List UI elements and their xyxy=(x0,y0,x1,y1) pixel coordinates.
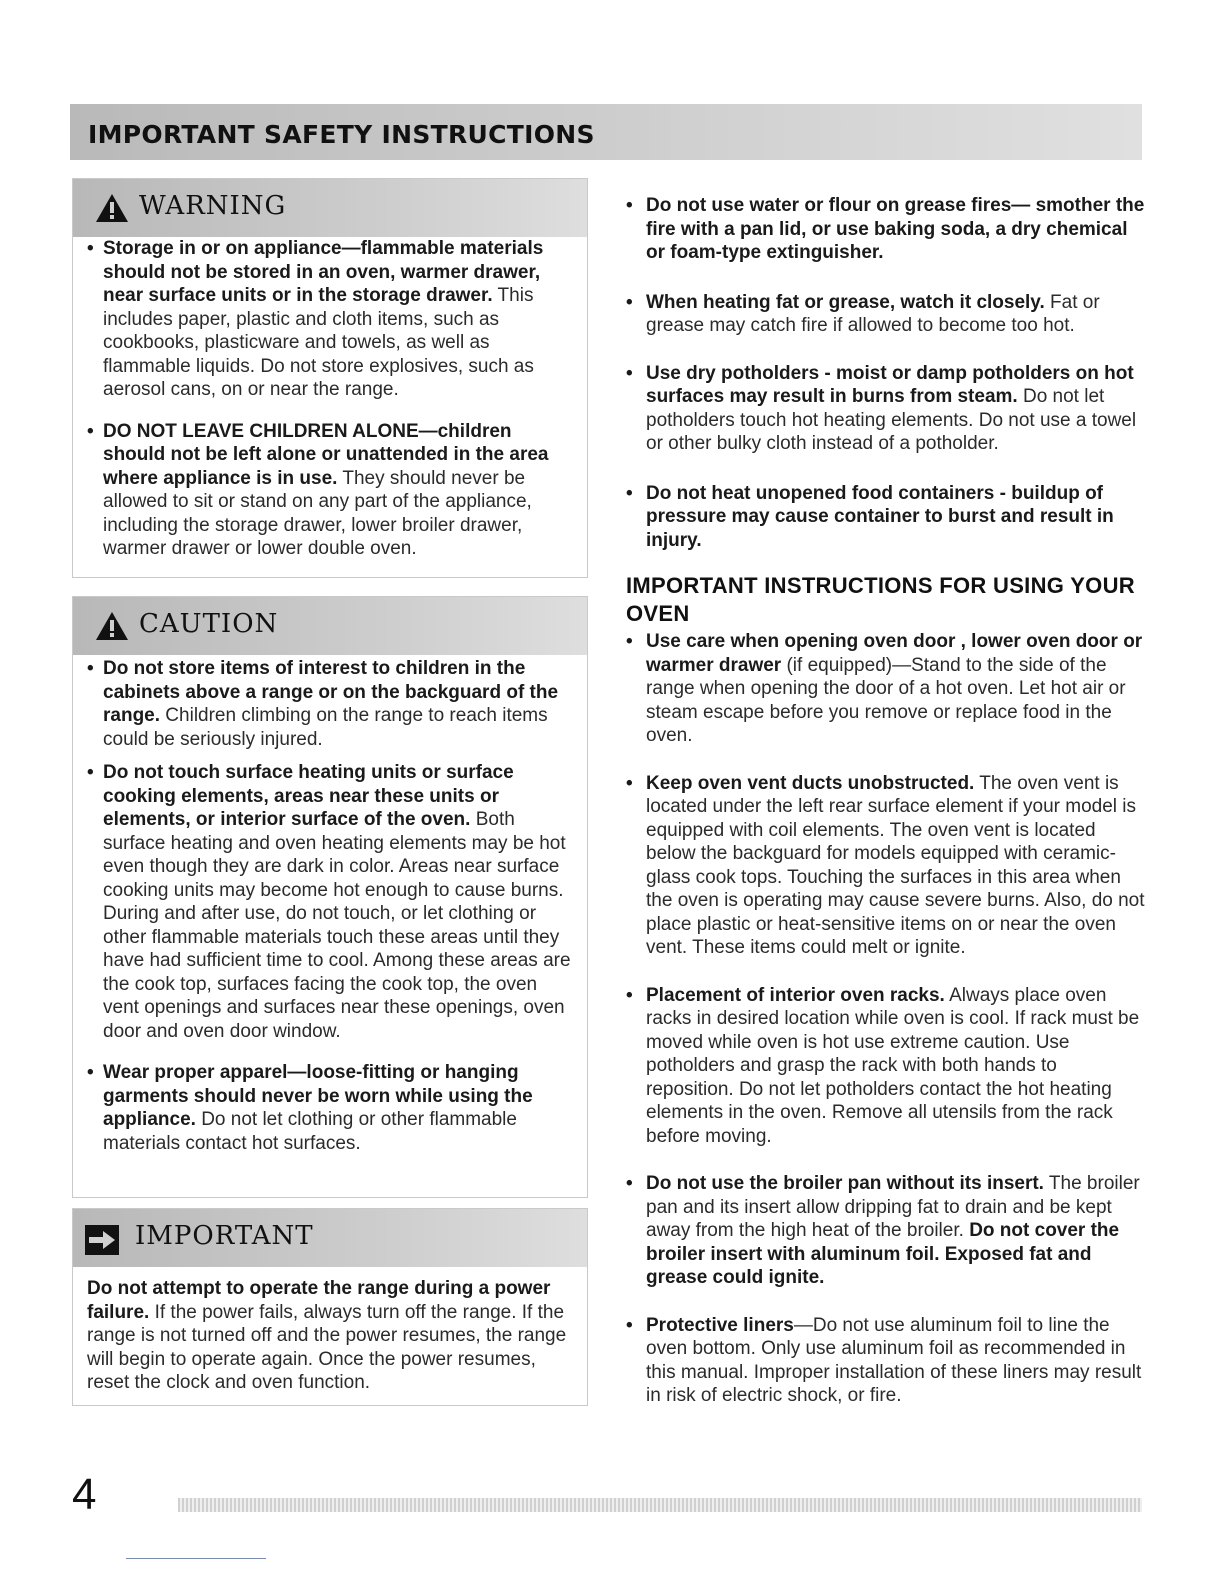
important-text-bold: Do not attempt to operate the range during a power failure. xyxy=(87,1278,551,1323)
arrow-right-icon xyxy=(85,1225,119,1255)
caution-item-bold: Do not touch surface heating units or surface cooking elements, areas near these units or elements, or interior surface of the oven. xyxy=(103,762,514,830)
safety-item-bold: Do not heat unopened food containers - buildup of pressure may cause container to burst and result in injury. xyxy=(646,482,1114,551)
caution-item-text: Both surface heating and oven heating elements may be hot even though they are dark in color. Areas near surface cooking units may become hot enough to cause burns. During and after use, do not touch, or let clothing or other flammable materials touch these areas until they have had sufficient time to cool. Among these areas are the cook top, surfaces facing the cook top, the oven vent openings and surfaces near these openings, oven door and oven door window. xyxy=(103,809,571,1042)
warning-item xyxy=(89,420,577,561)
footer-divider xyxy=(126,1558,266,1559)
warning-header xyxy=(73,179,587,237)
oven-item-bold-warning: Do not cover the broiler insert with aluminum foil. Exposed fat and grease could ignite. xyxy=(646,1220,1120,1288)
safety-item xyxy=(626,291,1146,338)
warning-label: WARNING xyxy=(139,191,287,221)
warning-item-bold: Storage in or on appliance—flammable materials should not be stored in an oven, warmer drawer, near surface units or in the storage drawer. xyxy=(103,238,544,306)
caution-box xyxy=(72,596,588,1198)
caution-label: CAUTION xyxy=(139,609,279,639)
caution-item-text: Do not let clothing or other flammable materials contact hot surfaces. xyxy=(103,1109,517,1154)
safety-banner xyxy=(70,104,1142,160)
oven-section-items xyxy=(626,630,1146,1408)
caution-header xyxy=(73,597,587,655)
warning-item xyxy=(89,237,577,402)
warning-item-text: This includes paper, plastic and cloth items, such as cookbooks, plasticware and towels, as well as flammable liquids. Do not store explosives, such as aerosol cans, on or near the range. xyxy=(103,285,534,400)
caution-item xyxy=(89,657,577,751)
warning-item-text: They should never be allowed to sit or stand on any part of the appliance, including the storage drawer, lower broiler drawer, warmer drawer or lower double oven. xyxy=(103,467,532,559)
oven-item xyxy=(626,984,1146,1149)
caution-item xyxy=(89,1061,577,1155)
oven-item xyxy=(626,772,1146,960)
important-header xyxy=(73,1209,587,1267)
page-number: 4 xyxy=(72,1470,97,1519)
caution-item xyxy=(89,761,577,1043)
oven-item-bold: Placement of interior oven racks. xyxy=(646,984,945,1006)
safety-item xyxy=(626,194,1146,265)
oven-item-text: The oven vent is located under the left rear surface element if your model is equipped with coil elements. The oven vent is located below the backguard for models equipped with ceramic-glass cook tops. Touching the surfaces in this area when the oven is operating may cause severe burns. Also, do not place plastic or heat-sensitive items on or near the oven vent. These items could melt or ignite. xyxy=(646,772,1145,958)
oven-item xyxy=(626,1314,1146,1408)
oven-item-text: —Do not use aluminum foil to line the oven bottom. Only use aluminum foil as recommended in this manual. Improper installation of these liners may result in risk of electric shock, or fire. xyxy=(646,1314,1142,1406)
important-label: IMPORTANT xyxy=(135,1221,314,1251)
caution-item-bold: Wear proper apparel—loose-fitting or hanging garments should never be worn while using the appliance. xyxy=(103,1062,533,1130)
oven-item-text: (if equipped)—Stand to the side of the range when opening the door of a hot oven. Let hot air or steam escape before you remove or replace food in the oven. xyxy=(646,654,1126,746)
safety-item-bold: Use dry potholders - moist or damp potholders on hot surfaces may result in burns from steam. xyxy=(646,362,1134,407)
oven-item xyxy=(626,630,1146,748)
important-text xyxy=(73,1267,587,1395)
safety-item-text: Fat or grease may catch fire if allowed to become too hot. xyxy=(646,291,1100,336)
safety-item-bold: Do not use water or flour on grease fires— smother the fire with a pan lid, or use baking soda, a dry chemical or foam-type extinguisher. xyxy=(646,195,1145,263)
warning-triangle-icon xyxy=(95,193,129,223)
oven-item xyxy=(626,1172,1146,1290)
footer-bar xyxy=(178,1498,1142,1512)
oven-item-text: Always place oven racks in desired location while oven is cool. If rack must be moved while oven is hot use extreme caution. Use potholders and grasp the rack with both hands to reposition. Do not let potholders contact the hot heating elements in the oven. Remove all utensils from the rack before moving. xyxy=(646,984,1140,1147)
safety-item-bold: When heating fat or grease, watch it closely. xyxy=(646,291,1045,313)
warning-item-bold: DO NOT LEAVE CHILDREN ALONE—children should not be left alone or unattended in the area where appliance is in use. xyxy=(103,420,549,489)
oven-section-title: IMPORTANT INSTRUCTIONS FOR USING YOUR OVEN xyxy=(626,573,1135,626)
safety-item xyxy=(626,482,1146,553)
banner-title: IMPORTANT SAFETY INSTRUCTIONS xyxy=(88,120,595,149)
oven-item-bold: Do not use the broiler pan without its insert. xyxy=(646,1173,1044,1194)
safety-item-text: Do not let potholders touch hot heating elements. Do not use a towel or other bulky cloth instead of a potholder. xyxy=(646,386,1137,454)
oven-item-text: The broiler pan and its insert allow dripping fat to drain and be kept away from the high heat of the broiler. xyxy=(646,1173,1140,1241)
oven-item-bold: Keep oven vent ducts unobstructed. xyxy=(646,772,975,794)
warning-box xyxy=(72,178,588,578)
safety-item xyxy=(626,362,1146,456)
caution-triangle-icon xyxy=(95,611,129,641)
right-column-top xyxy=(626,194,1146,552)
important-text-body: If the power fails, always turn off the range. If the range is not turned off and the power resumes, the range will begin to operate again. Once the power resumes, reset the clock and oven function. xyxy=(87,1301,567,1393)
caution-item-bold: Do not store items of interest to children in the cabinets above a range or on the backguard of the range. xyxy=(103,658,559,726)
oven-item-bold: Protective liners xyxy=(646,1314,794,1336)
caution-item-text: Children climbing on the range to reach items could be seriously injured. xyxy=(103,705,548,750)
important-box xyxy=(72,1208,588,1406)
oven-item-bold: Use care when opening oven door , lower oven door or warmer drawer xyxy=(646,631,1143,676)
